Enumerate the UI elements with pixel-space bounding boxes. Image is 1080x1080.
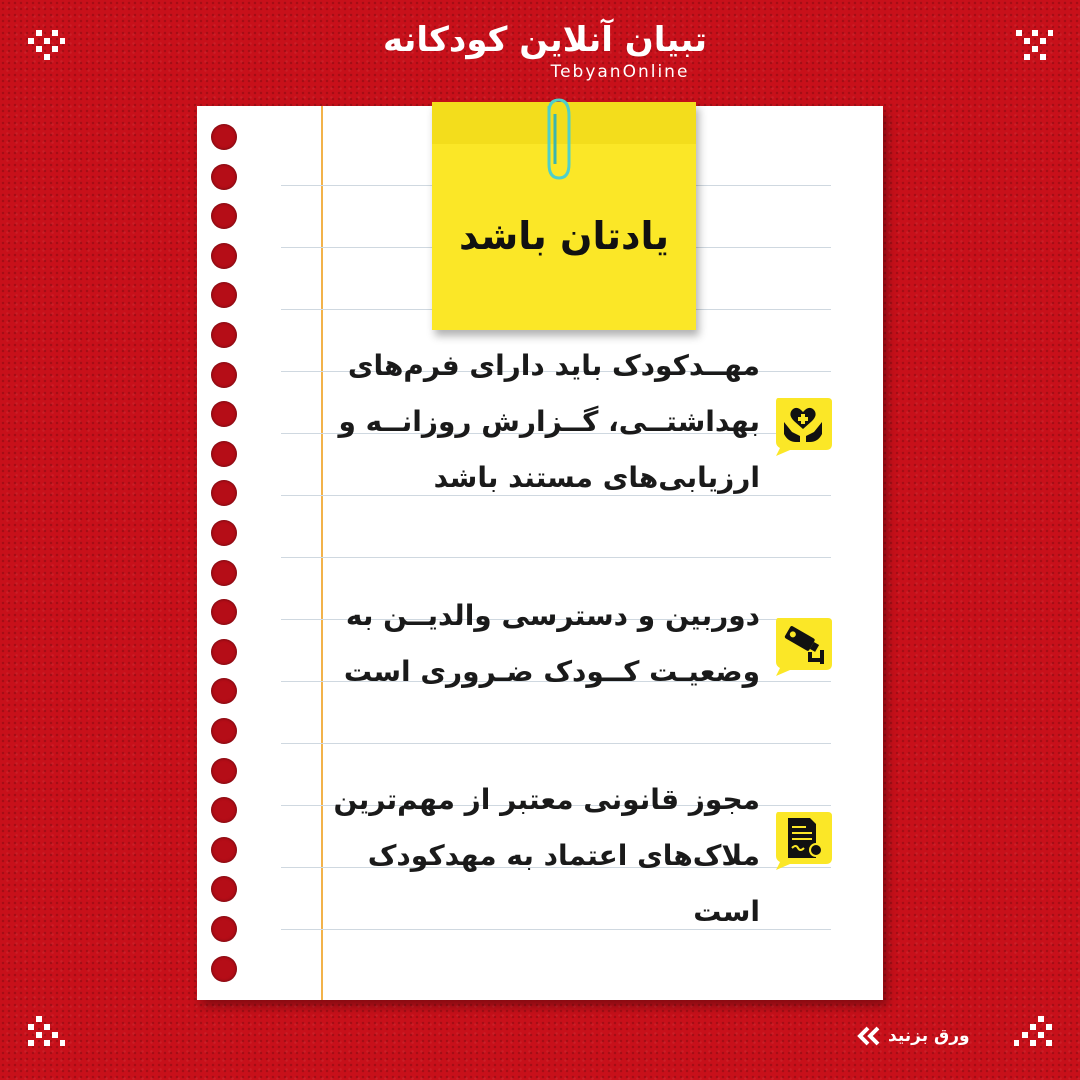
binder-hole [211, 203, 237, 229]
note-item-3-line-3: است [693, 895, 760, 928]
binder-hole [211, 282, 237, 308]
binder-hole [211, 520, 237, 546]
binder-hole [211, 401, 237, 427]
note-item-1-line-1: مهــدکودک باید دارای فرم‌های [347, 349, 760, 382]
swipe-hint[interactable] [856, 1026, 970, 1046]
ruled-line [281, 557, 831, 558]
brand-logo [380, 18, 710, 88]
note-item-2 [320, 588, 760, 700]
ruled-line [281, 743, 831, 744]
note-item-1-line-2: بهداشتــی، گــزارش روزانــه و [338, 405, 760, 438]
binder-hole [211, 124, 237, 150]
note-item-3 [320, 772, 760, 940]
security-camera-icon [770, 612, 836, 678]
binder-hole [211, 797, 237, 823]
brand-subtitle: TebyanOnline [550, 62, 690, 82]
corner-ornament-bottom-right [1014, 1014, 1054, 1054]
binder-hole [211, 916, 237, 942]
binder-hole [211, 560, 237, 586]
corner-ornament-bottom-left [26, 1014, 66, 1054]
note-item-2-line-2: وضعیـت کــودک ضـروری است [343, 655, 760, 688]
binder-hole [211, 758, 237, 784]
brand-title: تبیان آنلاین کودکانه [382, 20, 708, 60]
binder-hole [211, 876, 237, 902]
binder-hole [211, 956, 237, 982]
binder-hole [211, 480, 237, 506]
note-item-1 [320, 338, 760, 506]
note-item-3-line-2: ملاک‌های اعتماد به مهدکودک [367, 839, 760, 872]
binder-hole [211, 678, 237, 704]
binder-hole [211, 639, 237, 665]
binder-hole [211, 243, 237, 269]
binder-hole [211, 164, 237, 190]
binder-hole [211, 441, 237, 467]
swipe-label: ورق بزنید [888, 1026, 970, 1046]
binder-hole [211, 362, 237, 388]
double-chevron-left-icon [856, 1026, 882, 1046]
license-document-icon [770, 806, 836, 872]
health-hands-icon [770, 392, 836, 458]
binder-hole [211, 718, 237, 744]
corner-ornament-top-left [26, 24, 66, 64]
binder-hole [211, 837, 237, 863]
paperclip-icon [535, 94, 575, 184]
binder-hole [211, 599, 237, 625]
note-item-1-line-3: ارزیابی‌های مستند باشد [433, 461, 760, 494]
corner-ornament-top-right [1014, 24, 1054, 64]
sticky-note-title: یادتان باشد [458, 214, 670, 258]
binder-hole [211, 322, 237, 348]
note-item-2-line-1: دوربین و دسترسی والدیــن به [345, 599, 760, 632]
note-item-3-line-1: مجوز قانونی معتبر از مهم‌ترین [333, 783, 760, 816]
